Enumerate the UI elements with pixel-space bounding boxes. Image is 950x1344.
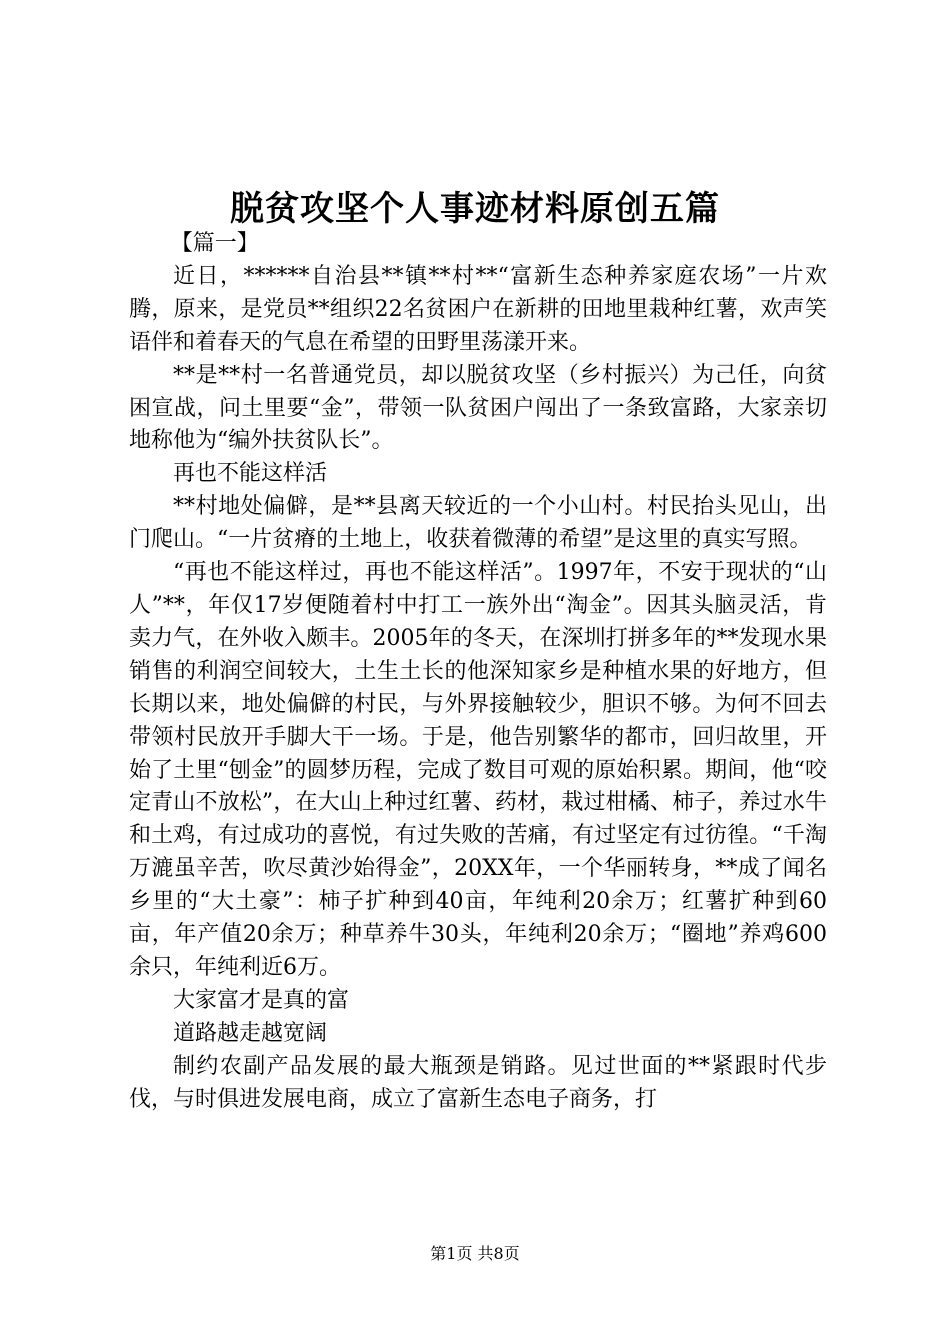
document-title: 脱贫攻坚个人事迹材料原创五篇 [230,189,720,229]
subheading-1: 再也不能这样活 [173,461,328,487]
document-body [129,228,827,1116]
subheading-3: 道路越走越宽阔 [173,1020,328,1046]
page-footer: 第1页 共8页 [430,1244,520,1263]
section-label: 【篇一】 [170,231,259,256]
paragraph-1: 近日，******自治县**镇**村**“富新生态种养家庭农场”一片欢腾，原来，是党员**组织22名贫困户在新耕的田地里栽种红薯，欢声笑语伴和着春天的气息在希望的田野里荡漾开来。 [129,263,827,355]
subheading-2: 大家富才是真的富 [173,987,350,1013]
paragraph-4: “再也不能这样过，再也不能这样活”。1997年，不安于现状的“山人”**，年仅17岁便随着村中打工一族外出“淘金”。因其头脑灵活，肯卖力气，在外收入颇丰。2005年的冬天，在深圳打拼多年的**发现水果销售的利润空间较大，土生土长的他深知家乡是种植水果的好地方，但长期以来，地处偏僻的村民，与外界接触较少，胆识不够。为何不回去带领村民放开手脚大干一场。于是，他告别繁华的都市，回归故里，开始了土里“刨金”的圆梦历程，完成了数目可观的原始积累。期间，他“咬定青山不放松”，在大山上种过红薯、药材，栽过柑橘、柿子，养过水牛和土鸡，有过成功的喜悦，有过失败的苦痛，有过坚定有过彷徨。“千淘万漉虽辛苦，吹尽黄沙始得金”，20XX年，一个华丽转身，**成了闻名乡里的“大土豪”：柿子扩种到40亩，年纯利20余万；红薯扩种到60亩，年产值20余万；种草养牛30头，年纯利20余万；“圈地”养鸡600余只，年纯利近6万。 [129,560,827,980]
paragraph-5: 制约农副产品发展的最大瓶颈是销路。见过世面的**紧跟时代步伐，与时俱进发展电商，成立了富新生态电子商务，打 [129,1053,827,1112]
paragraph-3: **村地处偏僻，是**县离天较近的一个小山村。村民抬头见山，出门爬山。“一片贫瘠的土地上，收获着微薄的希望”是这里的真实写照。 [129,494,827,553]
paragraph-2: **是**村一名普通党员，却以脱贫攻坚（乡村振兴）为己任，向贫困宣战，问土里要“金”，带领一队贫困户闯出了一条致富路，大家亲切地称他为“编外扶贫队长”。 [129,362,827,454]
